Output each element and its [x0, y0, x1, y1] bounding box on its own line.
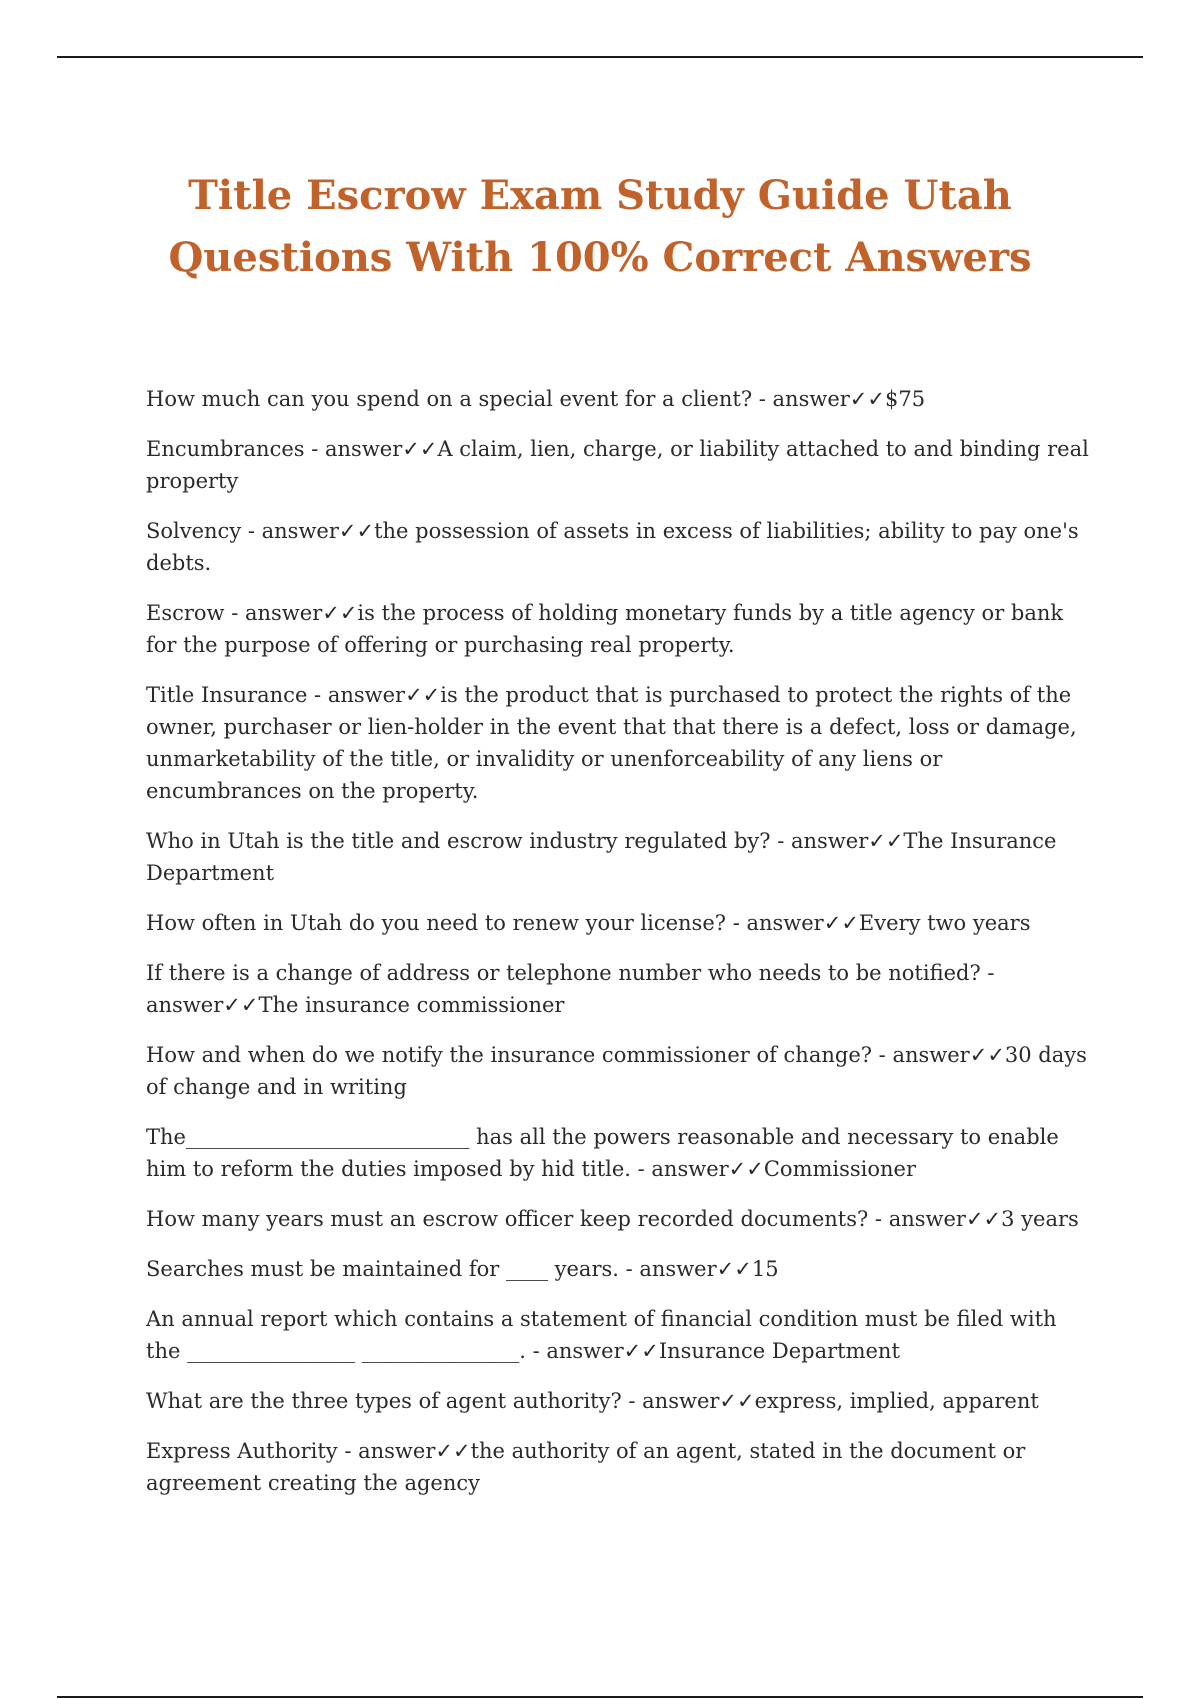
qa-item: An annual report which contains a statement of financial condition must be filed with the ________________ _______________. - answer✓✓Insurance Department	[146, 1307, 1057, 1363]
qa-list	[146, 383, 1096, 1517]
qa-item: If there is a change of address or telephone number who needs to be notified? - answer✓✓The insurance commissioner	[146, 961, 995, 1017]
bottom-rule	[57, 1696, 1143, 1698]
title-line-2: Questions With 100% Correct Answers	[168, 234, 1032, 281]
qa-item: Who in Utah is the title and escrow industry regulated by? - answer✓✓The Insurance Department	[146, 829, 1057, 885]
qa-item: How and when do we notify the insurance commissioner of change? - answer✓✓30 days of change and in writing	[146, 1043, 1087, 1099]
qa-item: Solvency - answer✓✓the possession of assets in excess of liabilities; ability to pay one's debts.	[146, 519, 1079, 575]
qa-item: The___________________________ has all the powers reasonable and necessary to enable him to reform the duties imposed by hid title. - answer✓✓Commissioner	[146, 1125, 1059, 1181]
qa-item: Searches must be maintained for ____ years. - answer✓✓15	[146, 1257, 779, 1281]
qa-item: Title Insurance - answer✓✓is the product that is purchased to protect the rights of the owner, purchaser or lien-holder in the event that that there is a defect, loss or damage, unmarketability of the title, or invalidity or unenforceability of any liens or encumbrances on the property.	[146, 683, 1077, 803]
qa-item: What are the three types of agent authority? - answer✓✓express, implied, apparent	[146, 1389, 1039, 1413]
qa-item: Escrow - answer✓✓is the process of holding monetary funds by a title agency or bank for the purpose of offering or purchasing real property.	[146, 601, 1064, 657]
top-rule	[57, 56, 1143, 58]
qa-item: How often in Utah do you need to renew your license? - answer✓✓Every two years	[146, 911, 1031, 935]
qa-item: How much can you spend on a special event for a client? - answer✓✓$75	[146, 387, 926, 411]
qa-item: How many years must an escrow officer keep recorded documents? - answer✓✓3 years	[146, 1207, 1079, 1231]
page-title	[0, 165, 1200, 289]
title-line-1: Title Escrow Exam Study Guide Utah	[188, 172, 1012, 219]
qa-item: Encumbrances - answer✓✓A claim, lien, charge, or liability attached to and binding real property	[146, 437, 1089, 493]
qa-item: Express Authority - answer✓✓the authority of an agent, stated in the document or agreement creating the agency	[146, 1439, 1026, 1495]
